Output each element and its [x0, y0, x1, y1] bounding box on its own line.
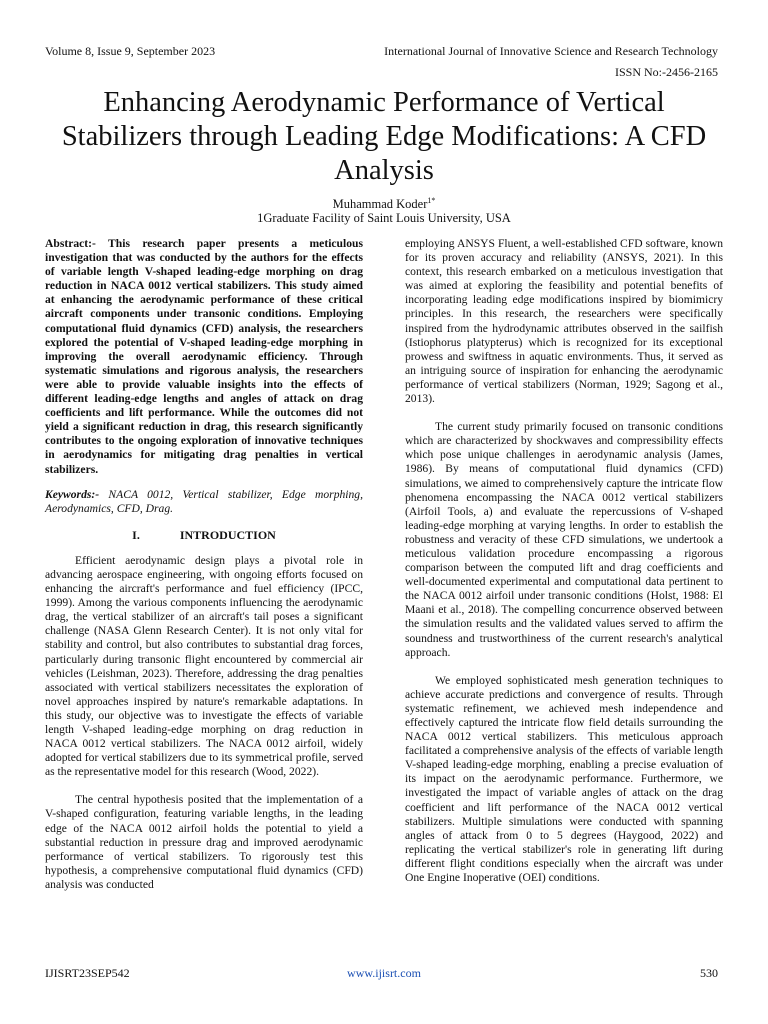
- journal-url-link[interactable]: www.ijisrt.com: [347, 966, 421, 980]
- paper-code: IJISRT23SEP542: [45, 966, 130, 980]
- author-name: Muhammad Koder: [332, 197, 428, 212]
- journal-name: International Journal of Innovative Science and Research Technology: [384, 44, 718, 58]
- abstract: Abstract:- This research paper presents a meticulous investigation that was conducted by the authors for the effects of variable length V-shaped leading-edge morphing on drag reduction in NACA 0012 vertical stabilizers. This study aimed at enhancing the aerodynamic performance of these critical aircraft components under transonic conditions. Employing computational fluid dynamics (CFD) analysis, the researchers explored the potential of V-shaped leading-edge morphing in improving the overall aerodynamic efficiency. Through systematic simulations and rigorous analysis, the researchers were able to provide valuable insights into the effects of different leading-edge lengths and angles of attack on drag coefficients and lift performance. While the outcomes did not yield a significant reduction in drag, this research significantly contributes to the ongoing exploration of innovative techniques in aerodynamics for mitigating drag penalties in vertical stabilizers.: [45, 237, 363, 476]
- author-mark: 1*: [427, 196, 436, 205]
- intro-paragraph-4: The current study primarily focused on transonic conditions which are characterized by shockwaves and compressibility effects which pose unique challenges in aerodynamic analysis (James, 1986). By means of computational fluid dynamics (CFD) simulations, we aimed to comprehensively capture the intricate flow phenomena encompassing the NACA 0012 vertical stabilizers (Airfoil Tools, a) and evaluate the repercussions of V-shaped leading-edge morphing at varying lengths. In order to establish the robustness and veracity of these CFD simulations, we undertook a meticulous validation procedure encompassing a rigorous comparison between the computed lift and drag coefficients and well-documented experimental and computational data pertinent to the NACA 0012 airfoil under transonic conditions (Holst, 1988: El Maani et al., 2018). The compelling concurrence observed between the simulation results and the validated values served to affirm the soundness and trustworthiness of the current research's analytical approach.: [405, 420, 723, 659]
- issn: ISSN No:-2456-2165: [614, 65, 718, 79]
- intro-paragraph-5: We employed sophisticated mesh generation techniques to achieve accurate predictions and convergence of results. Through systematic refinement, we achieved mesh independence and effectively captured the intricate flow field details surrounding the NACA 0012 vertical stabilizers. This meticulous approach facilitated a comprehensive analysis of the effects of variable length V-shaped leading-edge morphing, enabling a precise evaluation of its impact on the aerodynamic performance. Furthermore, we investigated the impact of variable angles of attack on the drag coefficient and lift performance of the NACA 0012 vertical stabilizers. Multiple simulations were conducted with spanning angles of attack from 0 to 5 degrees (Haygood, 2022) and replicating the vertical stabilizer's role in generating lift during different flight conditions especially when the aircraft was under One Engine Inoperative (OEI) conditions.: [405, 673, 723, 885]
- intro-paragraph-2: The central hypothesis posited that the implementation of a V-shaped configuration, featuring variable lengths, in the leading edge of the NACA 0012 airfoil holds the potential to yield a substantial reduction in pressure drag and improved aerodynamic performance of vertical stabilizers. To rigorously test this hypothesis, a comprehensive computational fluid dynamics (CFD) analysis was conducted: [45, 793, 363, 891]
- section-number: I.: [132, 527, 140, 542]
- intro-paragraph-3: employing ANSYS Fluent, a well-established CFD software, known for its proven accuracy and reliability (ANSYS, 2021). In this context, this research embarked on a meticulous investigation that was aimed at exploring the feasibility and potential benefits of incorporating leading edge modifications inspired by biomimicry principles. In this research, the researchers were specifically inspired from the hydrodynamic attributes observed in the sailfish (Istiophorus platypterus) which is recognized for its exceptional prowess and swiftness in aquatic environments. Thus, it served as an intriguing source of inspiration for enhancing the aerodynamic performance of vertical stabilizers (Norman, 1929; Sagong et al., 2013).: [405, 237, 723, 406]
- right-column: [405, 237, 723, 885]
- paper-title: Enhancing Aerodynamic Performance of Vertical Stabilizers through Leading Edge Modifications: A CFD Analysis: [61, 87, 707, 186]
- page-number: 530: [700, 966, 718, 980]
- keywords-text: NACA 0012, Vertical stabilizer, Edge morphing, Aerodynamics, CFD, Drag.: [45, 487, 363, 515]
- left-column: [45, 237, 363, 892]
- section-heading: [45, 528, 363, 542]
- section-title: INTRODUCTION: [179, 527, 276, 542]
- intro-paragraph-1: Efficient aerodynamic design plays a pivotal role in advancing aerospace engineering, with ongoing efforts focused on enhancing the aircraft's performance and fuel efficiency (IPCC, 1999). Among the various components influencing the aerodynamic drag, the vertical stabilizer of an aircraft's tail poses a significant challenge (NASA Glenn Research Center). It is not only vital for stability and control, but also contributes to substantial drag forces, particularly during transonic flight encountered by commercial air vehicles (Leishman, 2023). Therefore, addressing the drag penalties associated with vertical stabilizers necessitates the exploration of novel approaches inspired by nature's remarkable adaptations. In this study, our objective was to investigate the effects of variable length V-shaped leading-edge morphing on drag reduction in NACA 0012 vertical stabilizers. The NACA 0012 airfoil, widely adopted for vertical stabilizers due to its symmetrical profile, served as the representative model for this research (Wood, 2022).: [45, 553, 363, 779]
- keywords: [45, 488, 363, 516]
- volume-issue: Volume 8, Issue 9, September 2023: [45, 44, 216, 58]
- keywords-label: Keywords:-: [45, 487, 100, 501]
- author-line: [0, 196, 768, 212]
- author-affiliation: 1Graduate Facility of Saint Louis University, USA: [257, 211, 511, 225]
